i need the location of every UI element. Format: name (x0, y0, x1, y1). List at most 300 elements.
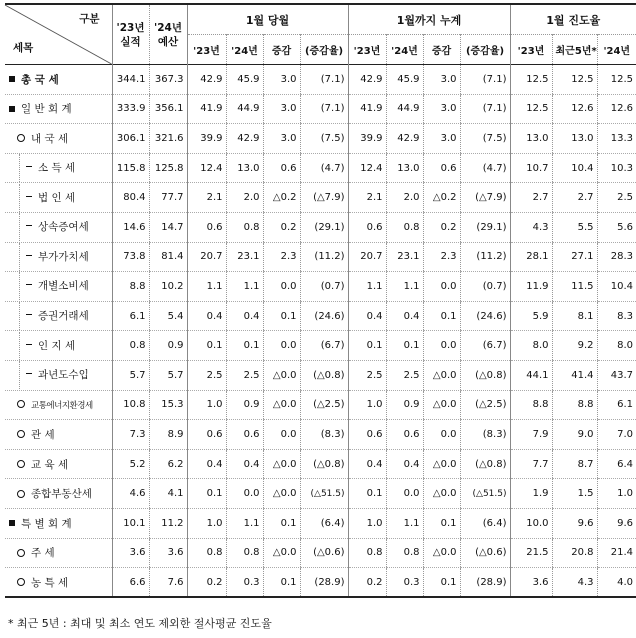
footnote: * 최근 5년 : 최대 및 최소 연도 제외한 절사평균 진도율 (8, 617, 272, 630)
cell-value: 7.6 (149, 568, 187, 598)
cell-value: (6.7) (460, 331, 510, 361)
cell-value: 0.4 (187, 301, 226, 331)
cell-value: (△7.9) (460, 183, 510, 213)
cell-value: 6.2 (149, 449, 187, 479)
cell-value: 12.5 (597, 65, 636, 95)
cell-value: 0.4 (348, 301, 386, 331)
cell-value: (△0.6) (460, 538, 510, 568)
cell-value: 0.0 (423, 331, 460, 361)
table-row (5, 242, 636, 272)
dash-bullet-icon (26, 225, 32, 226)
cell-value: 0.6 (348, 420, 386, 450)
corner-header (5, 4, 112, 65)
cell-value: 6.1 (597, 390, 636, 420)
cell-value: 4.1 (149, 479, 187, 509)
cell-value: 1.1 (226, 508, 263, 538)
cell-value: 0.1 (187, 331, 226, 361)
col-header-24-budget: '24년 예산 (149, 4, 187, 65)
cell-value: 10.1 (112, 508, 149, 538)
row-label-text: 개별소비세 (38, 280, 89, 293)
cell-value: 0.0 (423, 272, 460, 302)
dash-bullet-icon (26, 196, 32, 197)
tax-revenue-table (5, 3, 636, 598)
table-row (5, 390, 636, 420)
table-row (5, 479, 636, 509)
cell-value: 0.4 (348, 449, 386, 479)
cell-value: 3.0 (423, 94, 460, 124)
table-row (5, 449, 636, 479)
cell-value: 5.5 (552, 212, 597, 242)
cell-value: △0.0 (263, 360, 300, 390)
cell-value: 11.2 (149, 508, 187, 538)
cell-value: 0.8 (226, 212, 263, 242)
circle-bullet-icon (17, 549, 25, 557)
circle-bullet-icon (17, 578, 25, 586)
cell-value: 23.1 (226, 242, 263, 272)
cell-value: 8.3 (597, 301, 636, 331)
cell-value: 13.0 (510, 124, 552, 154)
cell-value: △0.0 (263, 479, 300, 509)
dash-bullet-icon (26, 344, 32, 345)
cell-value: 4.0 (597, 568, 636, 598)
cell-value: 42.9 (386, 124, 423, 154)
cell-value: 41.9 (187, 94, 226, 124)
row-label (5, 153, 112, 183)
cell-value: (0.7) (460, 272, 510, 302)
cell-value: 4.3 (552, 568, 597, 598)
cell-value: (8.3) (300, 420, 348, 450)
cell-value: (29.1) (460, 212, 510, 242)
row-label-text: 과년도수입 (38, 369, 89, 382)
group-header-jan-cumulative: 1월까지 누계 (348, 4, 510, 35)
cell-value: 10.7 (510, 153, 552, 183)
cell-value: 1.0 (597, 479, 636, 509)
cell-value: 0.6 (423, 153, 460, 183)
sub-header-24: '24년 (226, 35, 263, 65)
cell-value: 80.4 (112, 183, 149, 213)
cell-value: 3.6 (112, 538, 149, 568)
cell-value: 0.8 (348, 538, 386, 568)
cell-value: 0.9 (149, 331, 187, 361)
cell-value: 11.9 (510, 272, 552, 302)
row-label-text: 특 별 회 계 (21, 517, 72, 530)
cell-value: 14.7 (149, 212, 187, 242)
cell-value: 0.4 (187, 449, 226, 479)
sub-header-23: '23년 (510, 35, 552, 65)
cell-value: 367.3 (149, 65, 187, 95)
cell-value: 2.1 (187, 183, 226, 213)
cell-value: 0.6 (187, 420, 226, 450)
cell-value: 81.4 (149, 242, 187, 272)
cell-value: 0.4 (386, 301, 423, 331)
cell-value: 0.0 (263, 272, 300, 302)
cell-value: (7.1) (300, 65, 348, 95)
row-label (5, 449, 112, 479)
cell-value: 0.6 (348, 212, 386, 242)
row-label (5, 183, 112, 213)
cell-value: 12.6 (597, 94, 636, 124)
cell-value: 5.9 (510, 301, 552, 331)
cell-value: 3.0 (263, 94, 300, 124)
cell-value: 0.1 (348, 331, 386, 361)
cell-value: 356.1 (149, 94, 187, 124)
cell-value: 3.0 (423, 124, 460, 154)
table-row (5, 568, 636, 598)
row-label-text: 총 국 세 (21, 73, 59, 86)
sub-header-23: '23년 (187, 35, 226, 65)
cell-value: 0.4 (226, 301, 263, 331)
table-row (5, 331, 636, 361)
cell-value: 0.0 (423, 420, 460, 450)
cell-value: 333.9 (112, 94, 149, 124)
row-label-text: 상속증여세 (38, 221, 89, 234)
cell-value: (7.5) (460, 124, 510, 154)
cell-value: (△0.8) (300, 360, 348, 390)
cell-value: 10.4 (597, 272, 636, 302)
dash-bullet-icon (26, 284, 32, 285)
row-label (5, 94, 112, 124)
cell-value: 1.9 (510, 479, 552, 509)
cell-value: 7.9 (510, 420, 552, 450)
cell-value: 42.9 (348, 65, 386, 95)
row-label-text: 인 지 세 (38, 339, 76, 352)
square-bullet-icon (9, 106, 15, 112)
cell-value: 12.6 (552, 94, 597, 124)
cell-value: 28.3 (597, 242, 636, 272)
cell-value: 5.7 (112, 360, 149, 390)
sub-header-23: '23년 (348, 35, 386, 65)
cell-value: 20.7 (187, 242, 226, 272)
table-row (5, 301, 636, 331)
row-label-text: 농 특 세 (31, 576, 69, 589)
row-label (5, 301, 112, 331)
row-label-text: 내 국 세 (31, 132, 69, 145)
cell-value: (7.1) (300, 94, 348, 124)
cell-value: 7.7 (510, 449, 552, 479)
cell-value: (11.2) (300, 242, 348, 272)
cell-value: (4.7) (460, 153, 510, 183)
cell-value: △0.0 (423, 479, 460, 509)
circle-bullet-icon (17, 430, 25, 438)
cell-value: (4.7) (300, 153, 348, 183)
row-label-text: 교통에너지환경세 (31, 400, 93, 411)
cell-value: 3.6 (510, 568, 552, 598)
cell-value: 1.1 (226, 272, 263, 302)
cell-value: 7.0 (597, 420, 636, 450)
table-row (5, 420, 636, 450)
cell-value: △0.2 (423, 183, 460, 213)
table-row (5, 153, 636, 183)
cell-value: 42.9 (226, 124, 263, 154)
cell-value: 0.1 (187, 479, 226, 509)
cell-value: 2.7 (552, 183, 597, 213)
cell-value: 21.4 (597, 538, 636, 568)
cell-value: 11.5 (552, 272, 597, 302)
cell-value: 3.0 (263, 124, 300, 154)
cell-value: 2.1 (348, 183, 386, 213)
cell-value: 20.8 (552, 538, 597, 568)
cell-value: 21.5 (510, 538, 552, 568)
cell-value: (8.3) (460, 420, 510, 450)
cell-value: 13.3 (597, 124, 636, 154)
cell-value: 1.1 (386, 272, 423, 302)
cell-value: 44.9 (386, 94, 423, 124)
cell-value: 0.4 (226, 449, 263, 479)
cell-value: 306.1 (112, 124, 149, 154)
cell-value: (△2.5) (460, 390, 510, 420)
cell-value: 0.1 (226, 331, 263, 361)
circle-bullet-icon (17, 400, 25, 408)
table-row (5, 508, 636, 538)
square-bullet-icon (9, 520, 15, 526)
cell-value: 2.0 (226, 183, 263, 213)
table-row (5, 212, 636, 242)
table-row (5, 272, 636, 302)
row-label (5, 242, 112, 272)
cell-value: 2.5 (386, 360, 423, 390)
cell-value: 0.0 (226, 479, 263, 509)
cell-value: △0.0 (423, 449, 460, 479)
cell-value: 0.8 (187, 538, 226, 568)
cell-value: (△51.5) (300, 479, 348, 509)
row-label (5, 272, 112, 302)
cell-value: (6.4) (460, 508, 510, 538)
circle-bullet-icon (17, 460, 25, 468)
row-label-text: 법 인 세 (38, 191, 76, 204)
cell-value: 10.0 (510, 508, 552, 538)
cell-value: 2.5 (226, 360, 263, 390)
cell-value: 10.8 (112, 390, 149, 420)
cell-value: 3.0 (263, 65, 300, 95)
cell-value: 9.6 (597, 508, 636, 538)
cell-value: 10.3 (597, 153, 636, 183)
cell-value: 4.6 (112, 479, 149, 509)
sub-header-diff: 증감 (423, 35, 460, 65)
cell-value: 8.8 (112, 272, 149, 302)
sub-header-24: '24년 (597, 35, 636, 65)
cell-value: (△0.8) (460, 449, 510, 479)
cell-value: (△0.8) (300, 449, 348, 479)
cell-value: 0.1 (263, 301, 300, 331)
cell-value: (28.9) (300, 568, 348, 598)
cell-value: 12.5 (510, 65, 552, 95)
table-row (5, 94, 636, 124)
cell-value: 2.3 (423, 242, 460, 272)
cell-value: 9.6 (552, 508, 597, 538)
table-row (5, 360, 636, 390)
cell-value: 0.6 (386, 420, 423, 450)
cell-value: 2.3 (263, 242, 300, 272)
cell-value: 13.0 (226, 153, 263, 183)
group-header-jan-month: 1월 당월 (187, 4, 348, 35)
sub-header-rate: (증감율) (300, 35, 348, 65)
cell-value: 9.0 (552, 420, 597, 450)
cell-value: △0.0 (263, 449, 300, 479)
cell-value: 5.7 (149, 360, 187, 390)
row-label (5, 331, 112, 361)
cell-value: 8.7 (552, 449, 597, 479)
cell-value: 0.8 (386, 538, 423, 568)
cell-value: 5.2 (112, 449, 149, 479)
cell-value: (29.1) (300, 212, 348, 242)
cell-value: 0.0 (386, 479, 423, 509)
cell-value: 0.1 (423, 568, 460, 598)
cell-value: 125.8 (149, 153, 187, 183)
cell-value: (0.7) (300, 272, 348, 302)
cell-value: 0.6 (226, 420, 263, 450)
cell-value: (11.2) (460, 242, 510, 272)
cell-value: 0.2 (187, 568, 226, 598)
cell-value: (24.6) (460, 301, 510, 331)
cell-value: 7.3 (112, 420, 149, 450)
cell-value: 8.8 (552, 390, 597, 420)
cell-value: 6.1 (112, 301, 149, 331)
cell-value: 14.6 (112, 212, 149, 242)
cell-value: 0.2 (348, 568, 386, 598)
cell-value: (△2.5) (300, 390, 348, 420)
cell-value: 344.1 (112, 65, 149, 95)
cell-value: 10.2 (149, 272, 187, 302)
cell-value: 2.7 (510, 183, 552, 213)
corner-label-semok: 세목 (13, 42, 34, 54)
cell-value: △0.2 (263, 183, 300, 213)
row-label-text: 부가가치세 (38, 250, 89, 263)
cell-value: 3.0 (423, 65, 460, 95)
row-label (5, 479, 112, 509)
dash-bullet-icon (26, 166, 32, 167)
row-label (5, 212, 112, 242)
cell-value: (7.5) (300, 124, 348, 154)
cell-value: 1.0 (348, 390, 386, 420)
cell-value: 0.9 (226, 390, 263, 420)
cell-value: 0.1 (263, 568, 300, 598)
table-row (5, 124, 636, 154)
cell-value: 44.1 (510, 360, 552, 390)
cell-value: 41.9 (348, 94, 386, 124)
cell-value: 6.4 (597, 449, 636, 479)
dash-bullet-icon (26, 314, 32, 315)
cell-value: (28.9) (460, 568, 510, 598)
cell-value: 12.5 (510, 94, 552, 124)
cell-value: 1.1 (187, 272, 226, 302)
cell-value: 0.9 (386, 390, 423, 420)
cell-value: 28.1 (510, 242, 552, 272)
table-row (5, 65, 636, 95)
cell-value: (△7.9) (300, 183, 348, 213)
cell-value: 4.3 (510, 212, 552, 242)
cell-value: 0.3 (226, 568, 263, 598)
row-label-text: 소 득 세 (38, 162, 76, 175)
dash-bullet-icon (26, 255, 32, 256)
cell-value: 1.0 (187, 390, 226, 420)
row-label-text: 관 세 (31, 428, 55, 441)
cell-value: 45.9 (226, 65, 263, 95)
row-label (5, 538, 112, 568)
sub-header-diff: 증감 (263, 35, 300, 65)
cell-value: 0.2 (423, 212, 460, 242)
cell-value: △0.0 (263, 390, 300, 420)
cell-value: 12.5 (552, 65, 597, 95)
cell-value: 0.0 (263, 331, 300, 361)
cell-value: 5.4 (149, 301, 187, 331)
row-label (5, 390, 112, 420)
cell-value: 3.6 (149, 538, 187, 568)
group-header-jan-progress: 1월 진도율 (510, 4, 636, 35)
cell-value: 8.0 (597, 331, 636, 361)
cell-value: 0.1 (386, 331, 423, 361)
cell-value: 5.6 (597, 212, 636, 242)
table-row (5, 538, 636, 568)
cell-value: 1.1 (348, 272, 386, 302)
cell-value: 0.1 (263, 508, 300, 538)
cell-value: 41.4 (552, 360, 597, 390)
circle-bullet-icon (17, 134, 25, 142)
row-label-text: 증권거래세 (38, 310, 89, 323)
cell-value: △0.0 (423, 360, 460, 390)
cell-value: △0.0 (423, 538, 460, 568)
row-label (5, 568, 112, 598)
cell-value: 8.0 (510, 331, 552, 361)
cell-value: (7.1) (460, 65, 510, 95)
cell-value: 73.8 (112, 242, 149, 272)
cell-value: 0.2 (263, 212, 300, 242)
cell-value: 39.9 (187, 124, 226, 154)
cell-value: (6.4) (300, 508, 348, 538)
cell-value: 10.4 (552, 153, 597, 183)
cell-value: 43.7 (597, 360, 636, 390)
cell-value: 0.8 (386, 212, 423, 242)
sub-header-rate: (증감율) (460, 35, 510, 65)
row-label (5, 124, 112, 154)
table-header (5, 4, 636, 65)
cell-value: 39.9 (348, 124, 386, 154)
cell-value: 0.4 (386, 449, 423, 479)
cell-value: 77.7 (149, 183, 187, 213)
cell-value: 0.3 (386, 568, 423, 598)
cell-value: 27.1 (552, 242, 597, 272)
cell-value: 44.9 (226, 94, 263, 124)
row-label-text: 종합부동산세 (31, 488, 92, 501)
cell-value: 0.8 (112, 331, 149, 361)
cell-value: (7.1) (460, 94, 510, 124)
cell-value: 12.4 (348, 153, 386, 183)
cell-value: 8.8 (510, 390, 552, 420)
cell-value: (6.7) (300, 331, 348, 361)
cell-value: 15.3 (149, 390, 187, 420)
cell-value: 2.5 (348, 360, 386, 390)
row-label-text: 교 육 세 (31, 458, 69, 471)
cell-value: 1.0 (187, 508, 226, 538)
cell-value: (24.6) (300, 301, 348, 331)
col-header-23-actual: '23년 실적 (112, 4, 149, 65)
cell-value: △0.0 (263, 538, 300, 568)
cell-value: 8.1 (552, 301, 597, 331)
cell-value: 42.9 (187, 65, 226, 95)
table-body (5, 65, 636, 598)
row-label (5, 508, 112, 538)
cell-value: 8.9 (149, 420, 187, 450)
row-label (5, 420, 112, 450)
sub-header-24: '24년 (386, 35, 423, 65)
cell-value: 2.0 (386, 183, 423, 213)
cell-value: 2.5 (187, 360, 226, 390)
cell-value: △0.0 (423, 390, 460, 420)
cell-value: 321.6 (149, 124, 187, 154)
circle-bullet-icon (17, 490, 25, 498)
cell-value: 0.6 (187, 212, 226, 242)
cell-value: 0.1 (423, 508, 460, 538)
cell-value: (△0.6) (300, 538, 348, 568)
